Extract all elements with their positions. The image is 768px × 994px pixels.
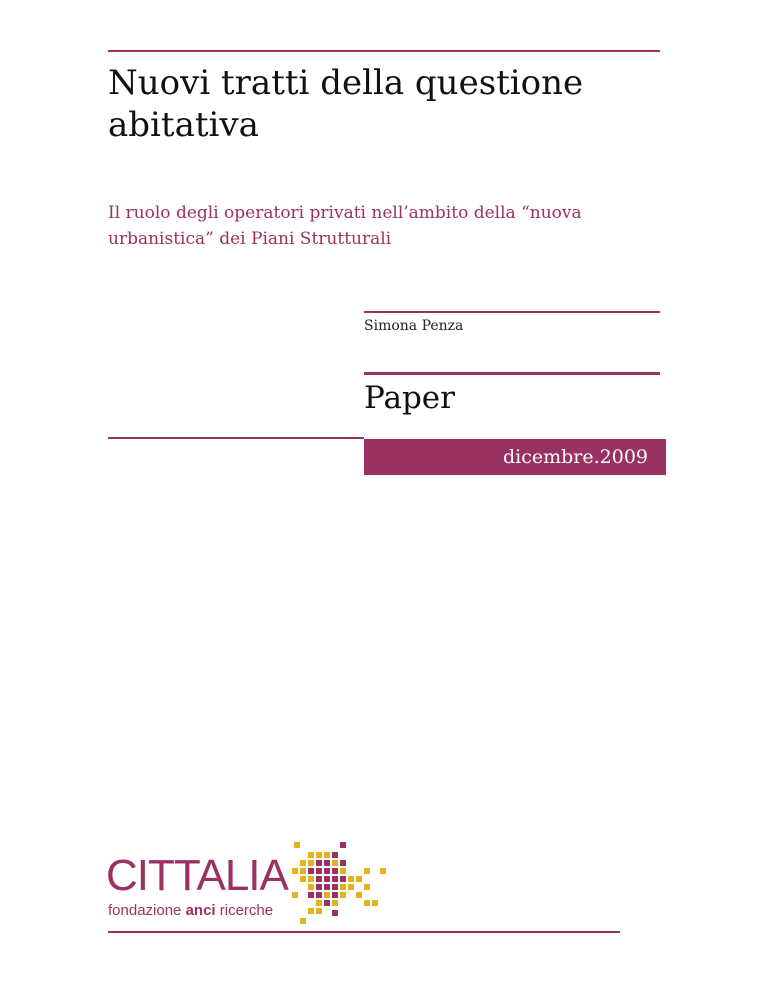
author-name: Simona Penza — [364, 318, 464, 334]
author-rule — [364, 311, 660, 313]
bottom-rule — [108, 931, 620, 933]
top-rule — [108, 50, 660, 52]
type-rule — [364, 372, 660, 375]
logo-tagline-pre: fondazione — [108, 902, 186, 919]
page-title: Nuovi tratti della questione abitativa — [108, 63, 584, 145]
cittalia-logo — [106, 838, 406, 930]
logo-tagline-post: ricerche — [215, 902, 274, 919]
logo-tagline-bold: anci — [185, 902, 216, 919]
logo-mosaic-icon — [288, 838, 398, 930]
logo-tagline — [108, 902, 273, 919]
date-banner: dicembre.2009 — [364, 439, 666, 475]
document-type: Paper — [364, 380, 455, 416]
logo-wordmark: CITTALIA — [106, 851, 288, 900]
page-subtitle: Il ruolo degli operatori privati nell’ambito della “nuova urbanistica” dei Piani Strutturali — [108, 203, 582, 249]
left-divider-rule — [108, 437, 364, 439]
